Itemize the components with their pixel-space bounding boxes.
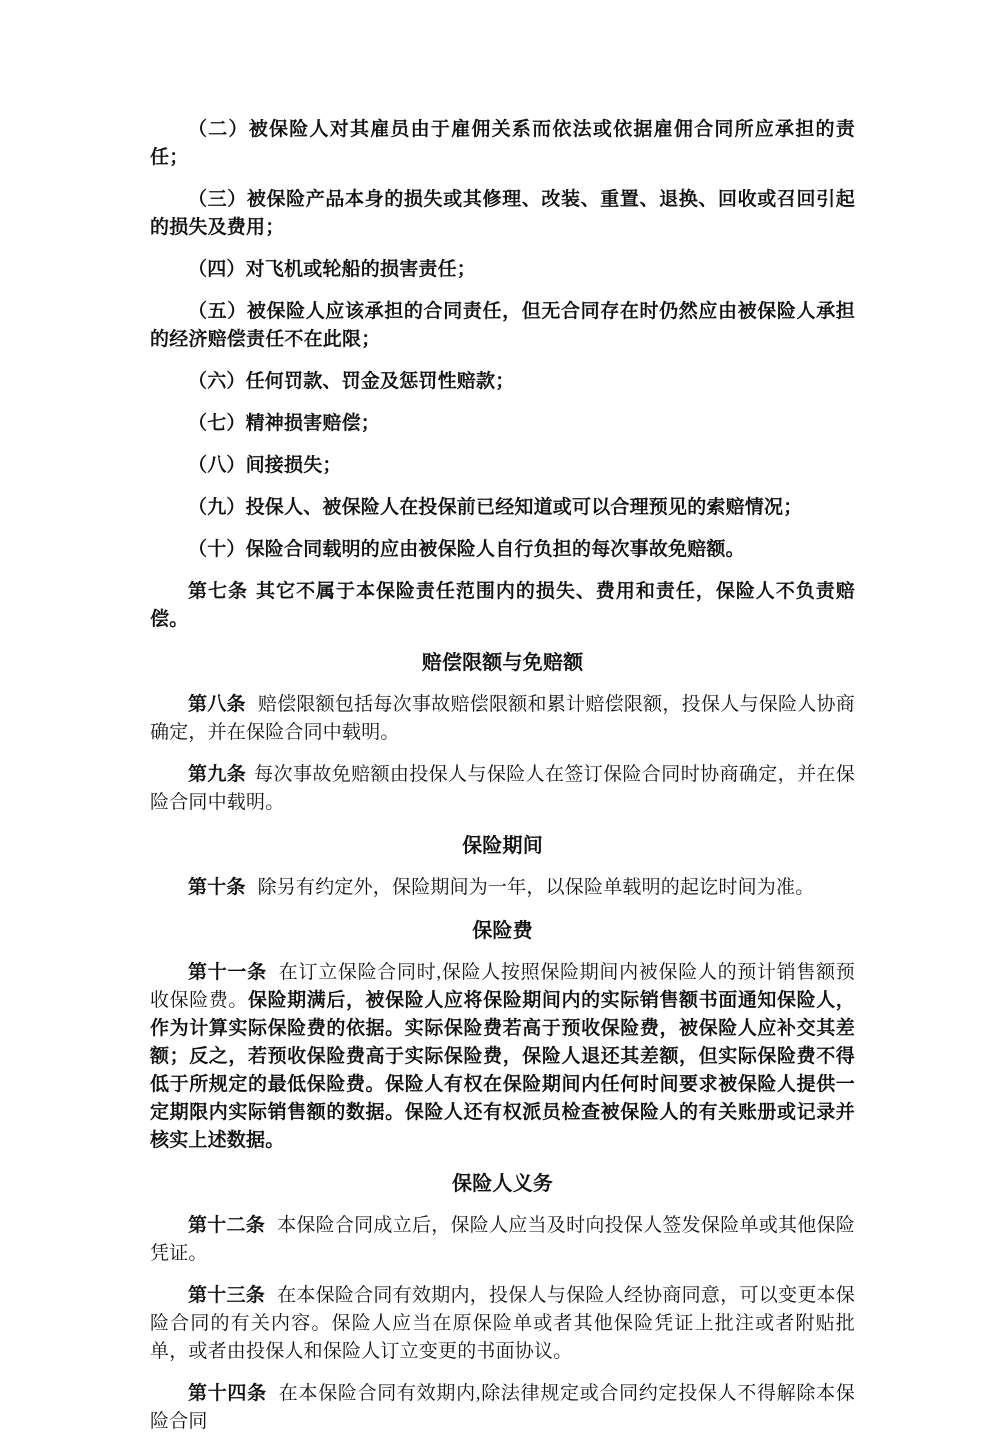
article-14 (150, 1380, 855, 1436)
article-11-text-regular: 在订立保险合同时,保险人按照保险期间内被保险人的预计销售额预收保险费。 (150, 962, 855, 1011)
exclusion-item-9: （九）投保人、被保险人在投保前已经知道或可以合理预见的索赔情况； (188, 497, 803, 518)
article-13-text: 在本保险合同有效期内，投保人与保险人经协商同意，可以变更本保险合同的有关内容。保险人应当在原保险单或者其他保险凭证上批注或者附贴批单，或者由投保人和保险人订立变更的书面协议。 (150, 1285, 855, 1362)
article-14-text: 在本保险合同有效期内,除法律规定或合同约定投保人不得解除本保险合同 (150, 1383, 855, 1432)
section-heading-premium: 保险费 (472, 920, 533, 942)
article-8 (150, 691, 855, 747)
article-10-text: 除另有约定外，保险期间为一年，以保险单载明的起讫时间为准。 (257, 877, 815, 898)
article-12 (150, 1212, 855, 1268)
article-11 (150, 959, 855, 1155)
exclusion-item-6: （六）任何罚款、罚金及惩罚性赔款； (188, 371, 515, 392)
article-8-label: 第八条 (188, 694, 246, 715)
article-9 (150, 761, 855, 817)
section-heading-period: 保险期间 (462, 835, 543, 857)
article-7 (150, 578, 855, 634)
exclusion-item-2: （二）被保险人对其雇员由于雇佣关系而依法或依据雇佣合同所应承担的责任； (150, 119, 855, 168)
exclusion-item-7: （七）精神损害赔偿； (188, 413, 381, 434)
exclusion-item-8: （八）间接损失； (188, 455, 342, 476)
section-heading-insurer-obligations: 保险人义务 (452, 1173, 553, 1195)
article-10-label: 第十条 (188, 877, 246, 898)
exclusion-item-3: （三）被保险产品本身的损失或其修理、改装、重置、退换、回收或召回引起的损失及费用； (150, 189, 855, 238)
article-11-label: 第十一条 (188, 962, 267, 983)
article-7-label: 第七条 (188, 581, 248, 602)
article-8-text: 赔偿限额包括每次事故赔偿限额和累计赔偿限额，投保人与保险人协商确定，并在保险合同中载明。 (150, 694, 856, 743)
article-12-text: 本保险合同成立后，保险人应当及时向投保人签发保险单或其他保险凭证。 (150, 1215, 855, 1264)
article-9-text: 每次事故免赔额由投保人与保险人在签订保险合同时协商确定，并在保险合同中载明。 (150, 764, 855, 813)
exclusion-item-4: （四）对飞机或轮船的损害责任； (188, 259, 477, 280)
article-12-label: 第十二条 (188, 1215, 266, 1236)
exclusion-item-10: （十）保险合同载明的应由被保险人自行负担的每次事故免赔额。 (188, 539, 745, 560)
article-13 (150, 1282, 855, 1366)
article-13-label: 第十三条 (188, 1285, 266, 1306)
article-11-text-bold: 保险期满后，被保险人应将保险期间内的实际销售额书面通知保险人，作为计算实际保险费的依据。实际保险费若高于预收保险费，被保险人应补交其差额；反之，若预收保险费高于实际保险费，保险人退还其差额，但实际保险费不得低于所规定的最低保险费。保险人有权在保险期间内任何时间要求被保险人提供一定期限内实际销售额的数据。保险人还有权派员检查被保险人的有关账册或记录并核实上述数据。 (150, 990, 855, 1151)
article-9-label: 第九条 (188, 764, 247, 785)
article-7-text: 其它不属于本保险责任范围内的损失、费用和责任，保险人不负责赔偿。 (150, 581, 855, 630)
article-10 (150, 874, 855, 902)
article-14-label: 第十四条 (188, 1383, 267, 1404)
exclusion-item-5: （五）被保险人应该承担的合同责任，但无合同存在时仍然应由被保险人承担的经济赔偿责任不在此限； (150, 301, 855, 350)
section-heading-limits: 赔偿限额与免赔额 (421, 652, 584, 674)
